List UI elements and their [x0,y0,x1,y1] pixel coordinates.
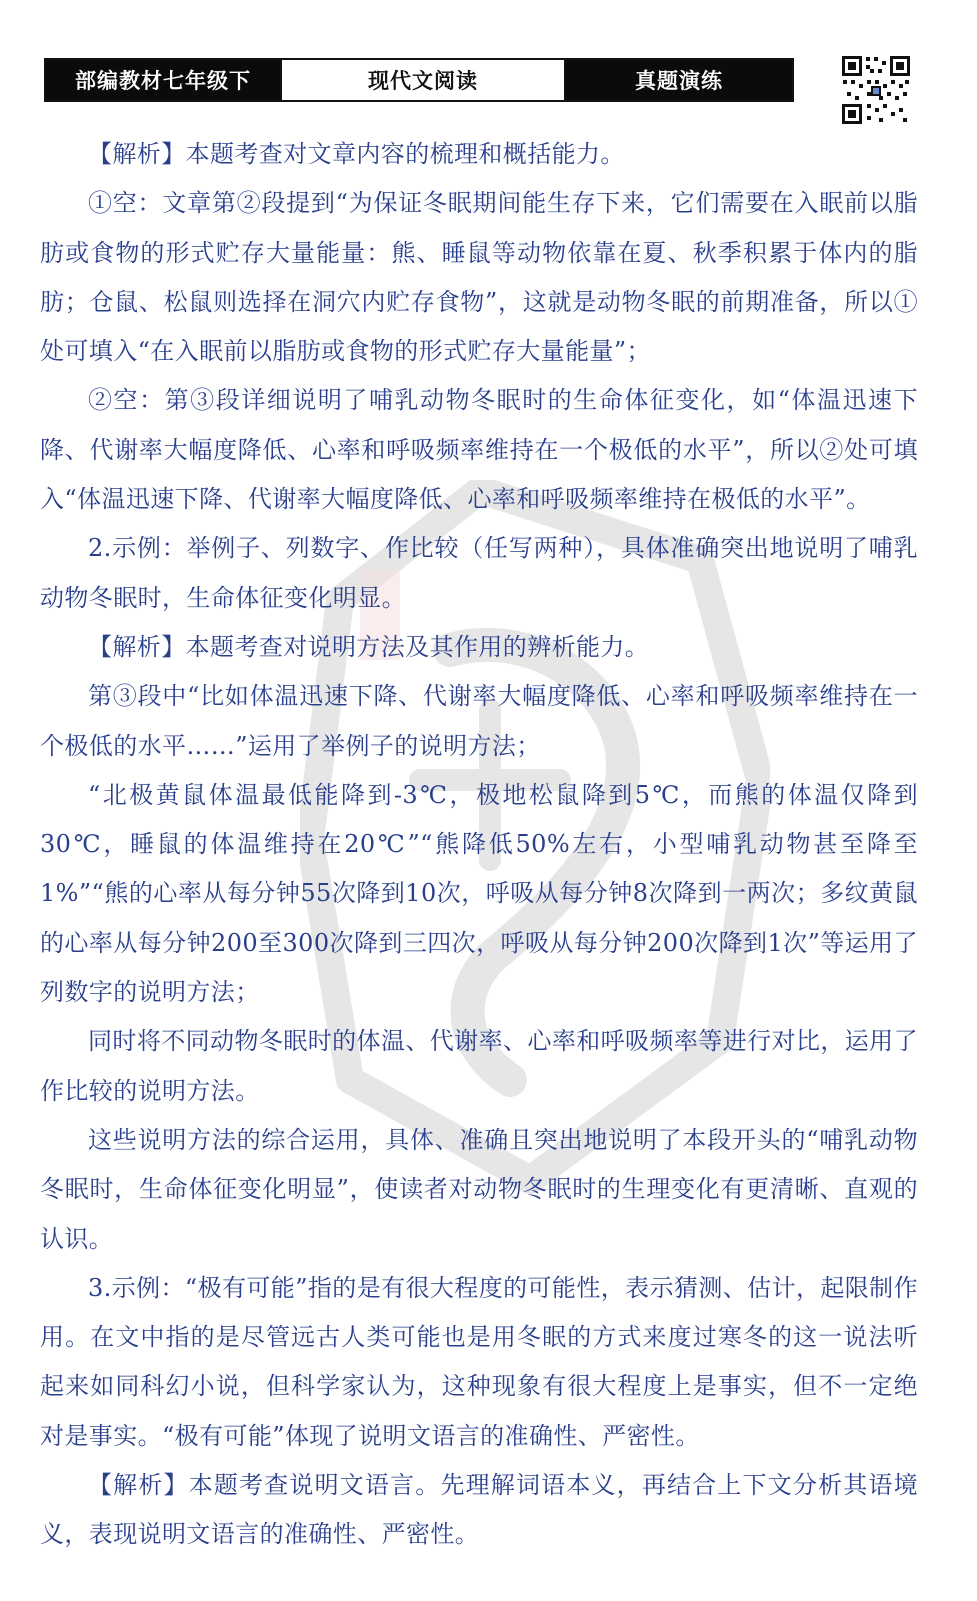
paragraph-methods-summary: 这些说明方法的综合运用，具体、准确且突出地说明了本段开头的“哺乳动物冬眠时，生命体征变化明显”，使读者对动物冬眠时的生理变化有更清晰、直观的认识。 [40,1125,918,1253]
paragraph-answer-3: 3.示例：“极有可能”指的是有很大程度的可能性，表示猜测、估计，起限制作用。在文中指的是尽管远古人类可能也是用冬眠的方式来度过寒冬的这一说法听起来如同科幻小说，但科学家认为，这种现象有很大程度上是事实，但不一定绝对是事实。“极有可能”体现了说明文语言的准确性、严密性。 [40,1273,918,1450]
paragraph-blank-2: ②空：第③段详细说明了哺乳动物冬眠时的生命体征变化，如“体温迅速下降、代谢率大幅度降低、心率和呼吸频率维持在一个极低的水平”，所以②处可填入“体温迅速下降、代谢率大幅度降低、心率和呼吸频率维持在极低的水平”。 [40,386,918,514]
qr-code-icon [840,54,912,126]
paragraph-answer-2: 2.示例：举例子、列数字、作比较（任写两种），具体准确突出地说明了哺乳动物冬眠时，生命体征变化明显。 [40,534,918,612]
header-bar [44,58,794,102]
header-subject-label: 现代文阅读 [280,60,566,100]
paragraph-analysis-3: 【解析】本题考查说明文语言。先理解词语本义，再结合上下文分析其语境义，表现说明文语言的准确性、严密性。 [40,1471,918,1549]
paragraph-example-method: 第③段中“比如体温迅速下降、代谢率大幅度降低、心率和呼吸频率维持在一个极低的水平……”运用了举例子的说明方法； [40,682,918,760]
paragraph-analysis-1: 【解析】本题考查对文章内容的梳理和概括能力。 [88,140,625,168]
paragraph-comparison-method: 同时将不同动物冬眠时的体温、代谢率、心率和呼吸频率等进行对比，运用了作比较的说明方法。 [40,1027,918,1105]
document-body [40,130,918,1560]
header-section-label: 真题演练 [566,60,792,100]
paragraph-analysis-2: 【解析】本题考查对说明方法及其作用的辨析能力。 [88,632,650,661]
paragraph-blank-1: ①空：文章第②段提到“为保证冬眠期间能生存下来，它们需要在入眠前以脂肪或食物的形式贮存大量能量：熊、睡鼠等动物依靠在夏、秋季积累于体内的脂肪；仓鼠、松鼠则选择在洞穴内贮存食物”，这就是动物冬眠的前期准备，所以①处可填入“在入眠前以脂肪或食物的形式贮存大量能量”； [40,189,918,366]
header-grade-label: 部编教材七年级下 [46,60,280,100]
paragraph-numbers-method: “北极黄鼠体温最低能降到-3℃，极地松鼠降到5℃，而熊的体温仅降到30℃，睡鼠的体温维持在20℃”“熊降低50%左右，小型哺乳动物甚至降至1%”“熊的心率从每分钟55次降到10次，呼吸从每分钟8次降到一两次；多纹黄鼠的心率从每分钟200至300次降到三四次，呼吸从每分钟200次降到1次”等运用了列数字的说明方法； [40,780,918,1007]
